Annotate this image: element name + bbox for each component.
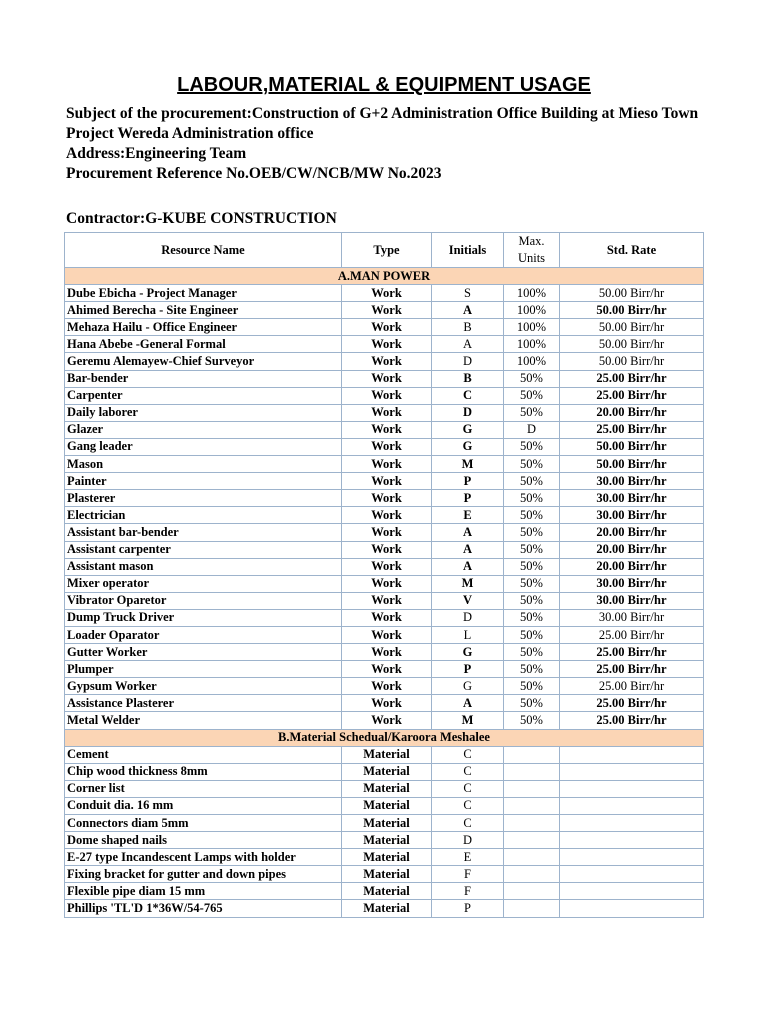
type-cell: Work [342, 609, 432, 626]
resource-name-cell: Painter [65, 473, 342, 490]
type-cell: Work [342, 592, 432, 609]
table-row [65, 507, 704, 524]
initials-cell: A [432, 336, 504, 353]
type-cell: Work [342, 421, 432, 438]
initials-cell: M [432, 712, 504, 729]
table-row [65, 746, 704, 763]
table-row [65, 473, 704, 490]
table-row [65, 900, 704, 917]
max-units-cell: 50% [504, 438, 560, 455]
max-units-cell: 50% [504, 644, 560, 661]
header-resource-name: Resource Name [65, 233, 342, 268]
initials-cell: C [432, 797, 504, 814]
initials-cell: M [432, 456, 504, 473]
project-line: Project Wereda Administration office [66, 125, 314, 142]
initials-cell: D [432, 609, 504, 626]
initials-cell: C [432, 746, 504, 763]
std-rate-cell: 50.00 Birr/hr [560, 302, 704, 319]
type-cell: Work [342, 558, 432, 575]
type-cell: Material [342, 849, 432, 866]
max-units-cell [504, 883, 560, 900]
std-rate-cell: 50.00 Birr/hr [560, 456, 704, 473]
std-rate-cell [560, 815, 704, 832]
max-units-cell: 100% [504, 302, 560, 319]
max-units-cell [504, 900, 560, 917]
table-row [65, 815, 704, 832]
type-cell: Work [342, 456, 432, 473]
initials-cell: B [432, 370, 504, 387]
resource-name-cell: Flexible pipe diam 15 mm [65, 883, 342, 900]
initials-cell: C [432, 815, 504, 832]
std-rate-cell: 25.00 Birr/hr [560, 661, 704, 678]
resource-name-cell: Mehaza Hailu - Office Engineer [65, 319, 342, 336]
table-header-row [65, 233, 704, 268]
initials-cell: A [432, 302, 504, 319]
initials-cell: D [432, 404, 504, 421]
std-rate-cell: 30.00 Birr/hr [560, 609, 704, 626]
initials-cell: F [432, 883, 504, 900]
max-units-cell: 50% [504, 626, 560, 643]
table-row [65, 285, 704, 302]
initials-cell: P [432, 661, 504, 678]
type-cell: Material [342, 832, 432, 849]
type-cell: Work [342, 336, 432, 353]
table-row [65, 866, 704, 883]
resource-name-cell: Phillips 'TL'D 1*36W/54-765 [65, 900, 342, 917]
type-cell: Work [342, 507, 432, 524]
table-row [65, 336, 704, 353]
initials-cell: L [432, 626, 504, 643]
max-units-cell: 100% [504, 319, 560, 336]
type-cell: Material [342, 746, 432, 763]
type-cell: Work [342, 353, 432, 370]
std-rate-cell: 20.00 Birr/hr [560, 404, 704, 421]
max-units-cell: 50% [504, 592, 560, 609]
max-units-cell: 50% [504, 609, 560, 626]
type-cell: Work [342, 302, 432, 319]
initials-cell: S [432, 285, 504, 302]
type-cell: Work [342, 438, 432, 455]
type-cell: Work [342, 473, 432, 490]
resource-name-cell: Assistance Plasterer [65, 695, 342, 712]
resource-name-cell: Loader Oparator [65, 626, 342, 643]
max-units-cell [504, 815, 560, 832]
initials-cell: C [432, 763, 504, 780]
table-row [65, 883, 704, 900]
type-cell: Work [342, 524, 432, 541]
max-units-cell [504, 763, 560, 780]
std-rate-cell [560, 900, 704, 917]
table-row [65, 780, 704, 797]
resource-name-cell: Geremu Alemayew-Chief Surveyor [65, 353, 342, 370]
type-cell: Material [342, 780, 432, 797]
std-rate-cell: 50.00 Birr/hr [560, 336, 704, 353]
max-units-cell [504, 746, 560, 763]
table-row [65, 609, 704, 626]
type-cell: Material [342, 900, 432, 917]
std-rate-cell: 25.00 Birr/hr [560, 695, 704, 712]
max-units-cell: 50% [504, 678, 560, 695]
type-cell: Work [342, 678, 432, 695]
initials-cell: P [432, 490, 504, 507]
std-rate-cell: 50.00 Birr/hr [560, 319, 704, 336]
max-units-cell [504, 849, 560, 866]
table-body [65, 268, 704, 918]
initials-cell: C [432, 780, 504, 797]
initials-cell: P [432, 473, 504, 490]
std-rate-cell: 25.00 Birr/hr [560, 370, 704, 387]
max-units-cell: D [504, 421, 560, 438]
resource-name-cell: Carpenter [65, 387, 342, 404]
header-initials: Initials [432, 233, 504, 268]
max-units-cell: 50% [504, 507, 560, 524]
table-row [65, 490, 704, 507]
initials-cell: P [432, 900, 504, 917]
table-row [65, 558, 704, 575]
document-info [66, 104, 706, 184]
type-cell: Work [342, 541, 432, 558]
std-rate-cell: 30.00 Birr/hr [560, 473, 704, 490]
table-row [65, 712, 704, 729]
std-rate-cell: 50.00 Birr/hr [560, 353, 704, 370]
initials-cell: A [432, 558, 504, 575]
resource-name-cell: Chip wood thickness 8mm [65, 763, 342, 780]
max-units-cell: 100% [504, 353, 560, 370]
resource-table [64, 232, 704, 918]
resource-name-cell: Plumper [65, 661, 342, 678]
resource-name-cell: Ahimed Berecha - Site Engineer [65, 302, 342, 319]
type-cell: Material [342, 883, 432, 900]
section-title: A.MAN POWER [65, 268, 704, 285]
max-units-cell: 50% [504, 404, 560, 421]
subject-line: Subject of the procurement:Construction of G+2 Administration Office Building at Mieso Town [66, 105, 699, 122]
max-units-cell: 50% [504, 661, 560, 678]
table-row [65, 353, 704, 370]
table-row [65, 832, 704, 849]
initials-cell: A [432, 541, 504, 558]
std-rate-cell: 25.00 Birr/hr [560, 678, 704, 695]
table-row [65, 626, 704, 643]
std-rate-cell: 20.00 Birr/hr [560, 524, 704, 541]
type-cell: Material [342, 815, 432, 832]
resource-name-cell: Conduit dia. 16 mm [65, 797, 342, 814]
type-cell: Material [342, 763, 432, 780]
resource-name-cell: Dump Truck Driver [65, 609, 342, 626]
max-units-cell: 50% [504, 541, 560, 558]
resource-name-cell: Plasterer [65, 490, 342, 507]
std-rate-cell [560, 746, 704, 763]
initials-cell: G [432, 678, 504, 695]
initials-cell: C [432, 387, 504, 404]
initials-cell: A [432, 524, 504, 541]
max-units-cell: 50% [504, 695, 560, 712]
initials-cell: G [432, 438, 504, 455]
table-row [65, 404, 704, 421]
table-row [65, 370, 704, 387]
std-rate-cell: 50.00 Birr/hr [560, 285, 704, 302]
max-units-cell [504, 780, 560, 797]
type-cell: Work [342, 695, 432, 712]
initials-cell: A [432, 695, 504, 712]
contractor-line: Contractor:G-KUBE CONSTRUCTION [66, 210, 337, 227]
resource-name-cell: Corner list [65, 780, 342, 797]
initials-cell: E [432, 507, 504, 524]
std-rate-cell: 20.00 Birr/hr [560, 541, 704, 558]
max-units-cell: 100% [504, 336, 560, 353]
type-cell: Work [342, 285, 432, 302]
max-units-cell: 50% [504, 387, 560, 404]
max-units-cell [504, 832, 560, 849]
initials-cell: B [432, 319, 504, 336]
max-units-cell: 50% [504, 575, 560, 592]
std-rate-cell [560, 866, 704, 883]
resource-name-cell: Dome shaped nails [65, 832, 342, 849]
std-rate-cell: 25.00 Birr/hr [560, 387, 704, 404]
type-cell: Work [342, 370, 432, 387]
table-row [65, 695, 704, 712]
initials-cell: F [432, 866, 504, 883]
section-header-row [65, 268, 704, 285]
type-cell: Work [342, 661, 432, 678]
table-row [65, 541, 704, 558]
std-rate-cell: 25.00 Birr/hr [560, 421, 704, 438]
resource-name-cell: Cement [65, 746, 342, 763]
resource-name-cell: E-27 type Incandescent Lamps with holder [65, 849, 342, 866]
resource-name-cell: Mason [65, 456, 342, 473]
std-rate-cell [560, 763, 704, 780]
table-row [65, 575, 704, 592]
resource-name-cell: Gang leader [65, 438, 342, 455]
max-units-cell: 50% [504, 456, 560, 473]
table-row [65, 763, 704, 780]
header-std-rate: Std. Rate [560, 233, 704, 268]
std-rate-cell [560, 832, 704, 849]
resource-name-cell: Daily laborer [65, 404, 342, 421]
std-rate-cell [560, 797, 704, 814]
table-row [65, 592, 704, 609]
table-row [65, 849, 704, 866]
resource-name-cell: Gutter Worker [65, 644, 342, 661]
resource-name-cell: Vibrator Oparetor [65, 592, 342, 609]
max-units-cell: 100% [504, 285, 560, 302]
table-row [65, 524, 704, 541]
resource-name-cell: Fixing bracket for gutter and down pipes [65, 866, 342, 883]
initials-cell: M [432, 575, 504, 592]
initials-cell: E [432, 849, 504, 866]
initials-cell: D [432, 832, 504, 849]
resource-name-cell: Connectors diam 5mm [65, 815, 342, 832]
std-rate-cell: 25.00 Birr/hr [560, 626, 704, 643]
type-cell: Work [342, 387, 432, 404]
max-units-cell: 50% [504, 490, 560, 507]
header-type: Type [342, 233, 432, 268]
type-cell: Work [342, 644, 432, 661]
std-rate-cell: 30.00 Birr/hr [560, 575, 704, 592]
std-rate-cell [560, 883, 704, 900]
initials-cell: V [432, 592, 504, 609]
max-units-cell [504, 866, 560, 883]
max-units-cell: 50% [504, 712, 560, 729]
resource-name-cell: Hana Abebe -General Formal [65, 336, 342, 353]
type-cell: Work [342, 626, 432, 643]
table-row [65, 387, 704, 404]
type-cell: Material [342, 797, 432, 814]
type-cell: Work [342, 712, 432, 729]
max-units-cell: 50% [504, 524, 560, 541]
type-cell: Work [342, 490, 432, 507]
std-rate-cell: 25.00 Birr/hr [560, 712, 704, 729]
resource-name-cell: Dube Ebicha - Project Manager [65, 285, 342, 302]
std-rate-cell [560, 780, 704, 797]
max-units-cell: 50% [504, 473, 560, 490]
document-title: LABOUR,MATERIAL & EQUIPMENT USAGE [177, 74, 591, 96]
resource-name-cell: Mixer operator [65, 575, 342, 592]
resource-name-cell: Gypsum Worker [65, 678, 342, 695]
resource-name-cell: Bar-bender [65, 370, 342, 387]
resource-name-cell: Assistant carpenter [65, 541, 342, 558]
std-rate-cell: 30.00 Birr/hr [560, 592, 704, 609]
std-rate-cell: 30.00 Birr/hr [560, 490, 704, 507]
type-cell: Work [342, 319, 432, 336]
address-line: Address:Engineering Team [66, 145, 247, 162]
initials-cell: D [432, 353, 504, 370]
initials-cell: G [432, 644, 504, 661]
max-units-cell [504, 797, 560, 814]
table-row [65, 456, 704, 473]
table-row [65, 644, 704, 661]
reference-line: Procurement Reference No.OEB/CW/NCB/MW No.2023 [66, 165, 442, 182]
table-row [65, 678, 704, 695]
section-header-row [65, 729, 704, 746]
std-rate-cell: 20.00 Birr/hr [560, 558, 704, 575]
resource-name-cell: Glazer [65, 421, 342, 438]
table-row [65, 797, 704, 814]
resource-name-cell: Metal Welder [65, 712, 342, 729]
table-row [65, 661, 704, 678]
type-cell: Material [342, 866, 432, 883]
std-rate-cell: 30.00 Birr/hr [560, 507, 704, 524]
table-row [65, 438, 704, 455]
resource-name-cell: Assistant mason [65, 558, 342, 575]
std-rate-cell: 25.00 Birr/hr [560, 644, 704, 661]
std-rate-cell: 50.00 Birr/hr [560, 438, 704, 455]
resource-name-cell: Electrician [65, 507, 342, 524]
std-rate-cell [560, 849, 704, 866]
table-row [65, 302, 704, 319]
type-cell: Work [342, 575, 432, 592]
max-units-cell: 50% [504, 370, 560, 387]
type-cell: Work [342, 404, 432, 421]
max-units-cell: 50% [504, 558, 560, 575]
table-row [65, 319, 704, 336]
section-title: B.Material Schedual/Karoora Meshalee [65, 729, 704, 746]
initials-cell: G [432, 421, 504, 438]
table-row [65, 421, 704, 438]
header-max-units: Max. Units [504, 233, 560, 268]
resource-name-cell: Assistant bar-bender [65, 524, 342, 541]
